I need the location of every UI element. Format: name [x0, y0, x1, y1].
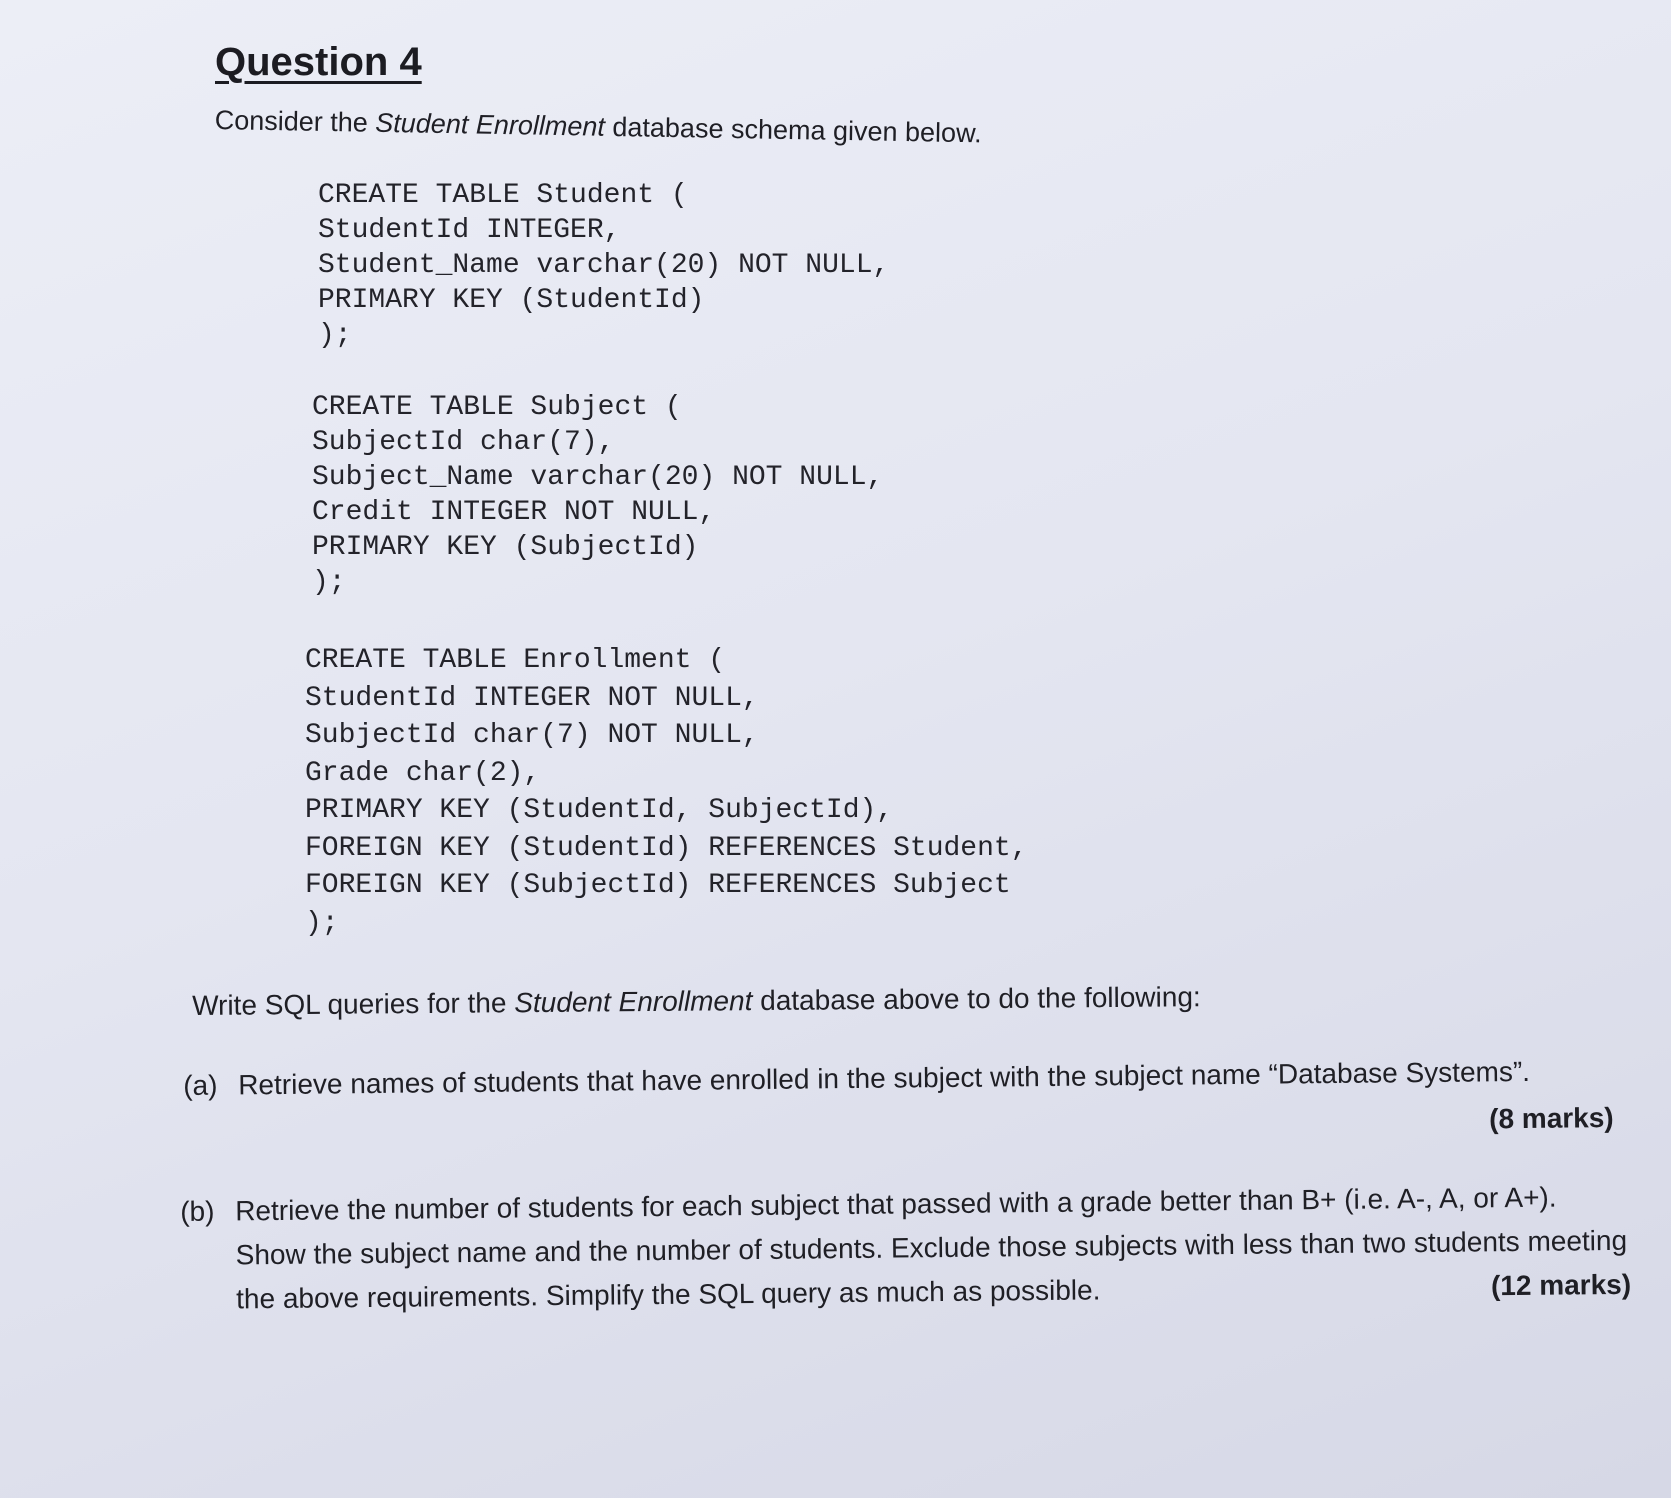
- database-name: Student Enrollment: [375, 107, 606, 142]
- part-a-marks: (8 marks): [1488, 1102, 1614, 1135]
- code-line: );: [305, 907, 339, 939]
- instructions-database-name: Student Enrollment: [514, 985, 753, 1019]
- code-line: StudentId INTEGER,: [318, 215, 621, 246]
- code-line: Student_Name varchar(20) NOT NULL,: [318, 250, 890, 281]
- instructions: [192, 981, 1201, 1022]
- instructions-text-end: database above to do the following:: [752, 981, 1201, 1017]
- code-line: SubjectId char(7),: [312, 427, 615, 458]
- code-line: PRIMARY KEY (SubjectId): [312, 532, 699, 563]
- code-line: StudentId INTEGER NOT NULL,: [305, 682, 759, 714]
- code-line: Grade char(2),: [305, 757, 541, 789]
- intro-text-end: database schema given below.: [604, 111, 982, 149]
- code-line: Subject_Name varchar(20) NOT NULL,: [312, 462, 884, 493]
- part-b-text: Retrieve the number of students for each subject that passed with a grade better than B+ (i.e. A-, A, or A+). Show the subject name and the number of students. Exclude those subjects with less than two students meeting the above requirements. Simplify the SQL query as much as possible.: [235, 1181, 1628, 1315]
- code-line: FOREIGN KEY (SubjectId) REFERENCES Subject: [305, 870, 1011, 901]
- code-line: Credit INTEGER NOT NULL,: [312, 497, 716, 528]
- code-line: FOREIGN KEY (StudentId) REFERENCES Student,: [305, 832, 1028, 864]
- subject-table-definition: [312, 390, 883, 600]
- intro-text-start: Consider the: [214, 105, 376, 138]
- part-b-marks: (12 marks): [1490, 1268, 1632, 1302]
- code-line: CREATE TABLE Enrollment (: [305, 645, 726, 676]
- code-line: CREATE TABLE Student (: [318, 180, 688, 211]
- code-line: CREATE TABLE Subject (: [312, 392, 682, 423]
- student-table-definition: [318, 178, 889, 353]
- question-intro: [214, 105, 981, 149]
- part-a-label: (a): [183, 1069, 218, 1101]
- code-line: SubjectId char(7) NOT NULL,: [305, 720, 759, 751]
- instructions-text-start: Write SQL queries for the: [192, 987, 515, 1021]
- question-part-b: [180, 1175, 1631, 1322]
- enrollment-table-definition: [305, 642, 1028, 942]
- code-line: );: [312, 567, 346, 598]
- code-line: PRIMARY KEY (StudentId, SubjectId),: [305, 795, 894, 826]
- part-a-text: Retrieve names of students that have enrolled in the subject with the subject name “Database Systems”.: [238, 1055, 1531, 1101]
- part-b-label: (b): [180, 1195, 215, 1227]
- question-title: Question 4: [215, 40, 422, 84]
- code-line: );: [318, 320, 352, 351]
- code-line: PRIMARY KEY (StudentId): [318, 285, 705, 316]
- question-part-a: [183, 1047, 1614, 1135]
